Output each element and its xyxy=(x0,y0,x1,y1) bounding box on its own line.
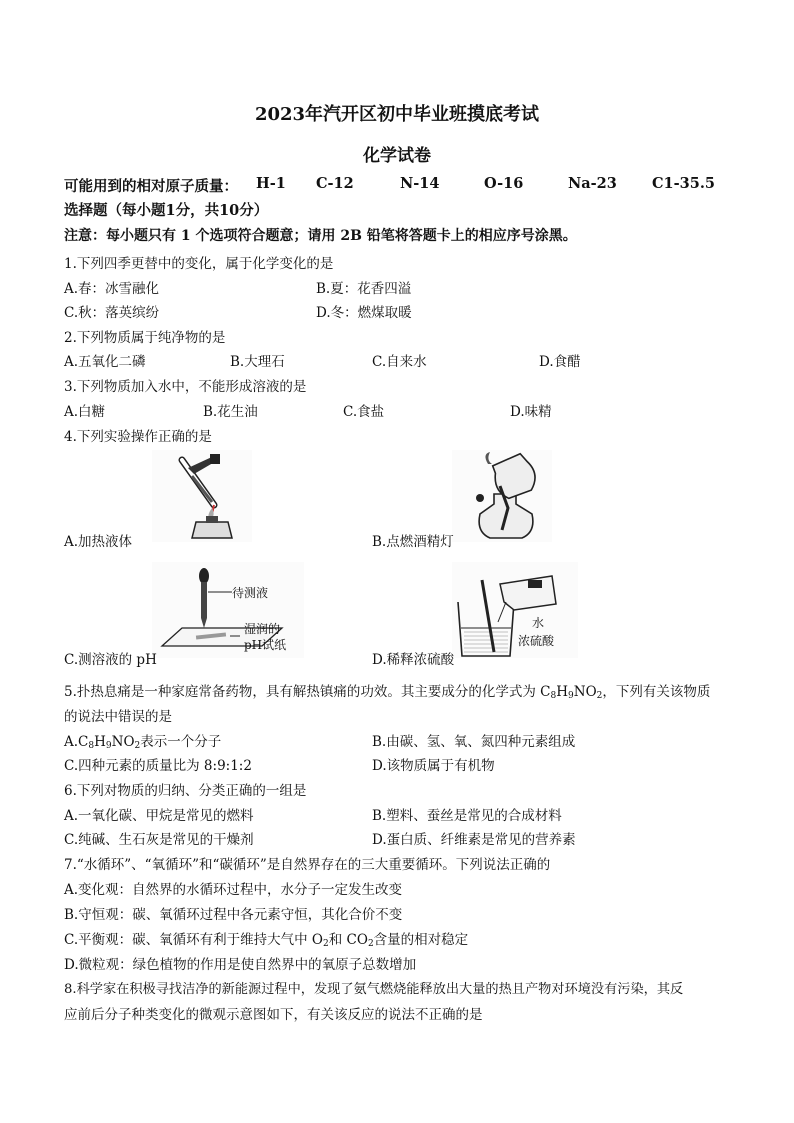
q1-option-d: D.冬：燃煤取暖 xyxy=(316,305,412,321)
q4-option-b: B.点燃酒精灯 xyxy=(372,534,454,550)
dilute-acid-illustration xyxy=(452,562,578,658)
q1-option-b: B.夏：花香四溢 xyxy=(316,281,412,297)
q3-stem: 3.下列物质加入水中，不能形成溶液的是 xyxy=(64,379,307,395)
atomic-mass-item: N-14 xyxy=(400,175,440,192)
q5-stem-line2: 的说法中错误的是 xyxy=(64,709,172,725)
q7-option-c-part: C.平衡观：碳、氧循环有利于维持大气中 O xyxy=(64,932,323,948)
q4-option-d: D.稀释浓硫酸 xyxy=(372,652,455,668)
exam-title: 2023年汽开区初中毕业班摸底考试 xyxy=(254,104,540,125)
ph-test-label-paper: pH试纸 xyxy=(244,638,287,652)
q5-stem-line1: 5.扑热息痛是一种家庭常备药物，具有解热镇痛的功效。其主要成分的化学式为 $C_8H_9NO_2$，下列有关该物质 xyxy=(64,684,711,701)
exam-subtitle: 化学试卷 xyxy=(363,146,431,166)
atomic-mass-item: H-1 xyxy=(256,175,286,192)
q3-option-d: D.味精 xyxy=(510,404,552,420)
q6-option-a: A.一氧化碳、甲烷是常见的燃料 xyxy=(64,808,254,824)
q3-option-c: C.食盐 xyxy=(343,404,385,420)
dilute-acid-label-acid: 浓硫酸 xyxy=(518,634,555,648)
section-heading: 选择题（每小题1分，共10分） xyxy=(64,202,269,219)
q4-option-a: A.加热液体 xyxy=(64,534,133,550)
alcohol-lamp-illustration xyxy=(452,450,552,542)
q5-option-a: $A.C_8H_9NO_2$表示一个分子 xyxy=(64,734,222,751)
q5-option-a-part: 表示一个分子 xyxy=(140,734,222,750)
q2-option-a: A.五氧化二磷 xyxy=(64,354,146,370)
q4-stem: 4.下列实验操作正确的是 xyxy=(64,429,212,445)
q8-stem-line1: 8.科学家在积极寻找洁净的新能源过程中，发现了氨气燃烧能释放出大量的热且产物对环境没有污染，其反 xyxy=(64,982,684,997)
q1-option-a: A.春：冰雪融化 xyxy=(64,281,160,297)
atomic-mass-item: Na-23 xyxy=(568,175,617,192)
q7-option-b: B.守恒观：碳、氧循环过程中各元素守恒，其化合价不变 xyxy=(64,907,403,923)
q2-option-d: D.食醋 xyxy=(539,354,581,370)
figure-heating-liquid xyxy=(152,450,252,542)
figure-dilute-acid xyxy=(452,562,578,658)
section-notice: 注意：每小题只有 1 个选项符合题意；请用 2B 铅笔将答题卡上的相应序号涂黑。 xyxy=(64,228,577,244)
dilute-acid-label-water: 水 xyxy=(532,616,545,630)
q8-stem-line2: 应前后分子种类变化的微观示意图如下，有关该反应的说法不正确的是 xyxy=(64,1007,483,1023)
q7-stem: 7.“水循环”、“氧循环”和“碳循环”是自然界存在的三大重要循环。下列说法正确的 xyxy=(64,857,551,873)
atomic-mass-item: C-12 xyxy=(316,175,354,192)
heating-liquid-illustration xyxy=(152,450,252,542)
q5-option-a-part: A.C xyxy=(64,734,89,750)
q3-option-b: B.花生油 xyxy=(203,404,258,420)
q6-stem: 6.下列对物质的归纳、分类正确的一组是 xyxy=(64,783,307,799)
q5-stem-part: 5.扑热息痛是一种家庭常备药物，具有解热镇痛的功效。其主要成分的化学式为 C xyxy=(64,684,551,700)
q7-option-a: A.变化观：自然界的水循环过程中，水分子一定发生改变 xyxy=(64,882,403,898)
q7-option-c-part: 和 CO xyxy=(328,932,368,948)
q1-option-c: C.秋：落英缤纷 xyxy=(64,305,160,321)
q5-stem-part: ，下列有关该物质 xyxy=(602,684,711,700)
q6-option-c: C.纯碱、生石灰是常见的干燥剂 xyxy=(64,832,254,848)
ph-test-label-wet: 湿润的 xyxy=(244,622,281,636)
q5-option-c: C.四种元素的质量比为 8:9:1:2 xyxy=(64,758,252,774)
figure-alcohol-lamp xyxy=(452,450,552,542)
q1-stem: 1.下列四季更替中的变化，属于化学变化的是 xyxy=(64,256,334,272)
figure-ph-test xyxy=(152,562,304,658)
atomic-mass-line xyxy=(64,175,744,195)
q6-option-d: D.蛋白质、纤维素是常见的营养素 xyxy=(372,832,576,848)
q7-option-d: D.微粒观：绿色植物的作用是使自然界中的氧原子总数增加 xyxy=(64,957,417,973)
q5-option-b: B.由碳、氢、氧、氮四种元素组成 xyxy=(372,734,576,750)
q2-option-b: B.大理石 xyxy=(230,354,285,370)
q7-option-c: C.平衡观：碳、氧循环有利于维持大气中 $O_2$和 $CO_2$含量的相对稳定 xyxy=(64,932,469,949)
q2-stem: 2.下列物质属于纯净物的是 xyxy=(64,330,226,346)
q7-option-c-part: 含量的相对稳定 xyxy=(373,932,469,948)
q2-option-c: C.自来水 xyxy=(372,354,427,370)
atomic-mass-label: 可能用到的相对原子质量： xyxy=(64,178,238,195)
q4-option-c: C.测溶液的 pH xyxy=(64,652,157,668)
q6-option-b: B.塑料、蚕丝是常见的合成材料 xyxy=(372,808,562,824)
atomic-mass-item: O-16 xyxy=(484,175,524,192)
q5-option-d: D.该物质属于有机物 xyxy=(372,758,495,774)
q3-option-a: A.白糖 xyxy=(64,404,106,420)
atomic-mass-item: C1-35.5 xyxy=(652,175,715,192)
ph-test-label-liquid: 待测液 xyxy=(232,586,269,600)
